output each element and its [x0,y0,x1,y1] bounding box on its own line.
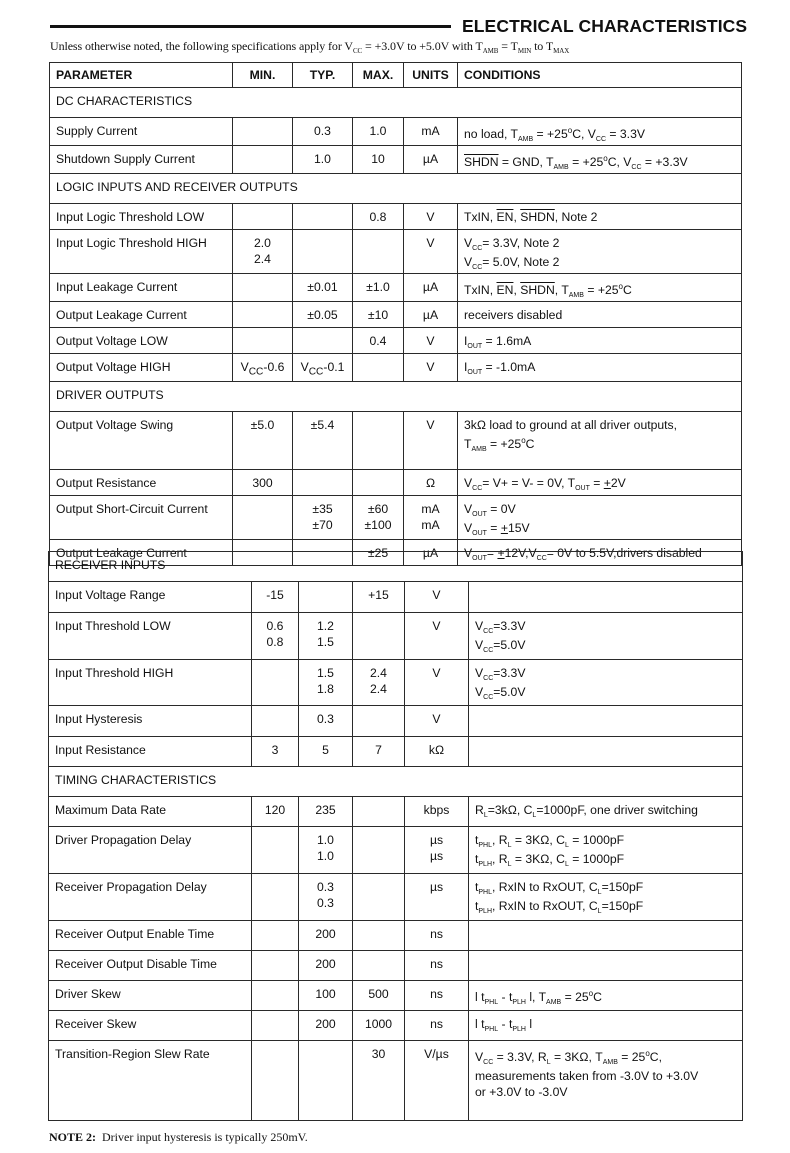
section-header-row [49,552,743,582]
max-value: 1.0 [353,118,404,146]
electrical-characteristics-table-top [49,62,742,566]
min-value [252,1011,299,1041]
parameter-name: Input Logic Threshold HIGH [50,230,233,274]
section-header-row [50,174,742,204]
typ-value: 0.3 [299,706,353,737]
max-value: ±25 [353,539,404,565]
units-value: V/µs [405,1041,469,1121]
typ-value [299,582,353,613]
units-value: Ω [404,469,458,495]
min-value [233,204,293,230]
column-header-max: MAX. [353,63,404,88]
typ-value: 200 [299,951,353,981]
conditions-value: $V_{CC}= V+ = V- = 0V$, $T_{OUT} = +2V$ [458,469,742,495]
parameter-name: Input Hysteresis [49,706,252,737]
conditions-value [469,951,743,981]
table-row [50,411,742,469]
conditions-value [469,582,743,613]
min-value [252,1041,299,1121]
table-row [49,951,743,981]
conditions-value: $V_{OUT}= +12V,V_{CC}= 0V$ to 5.5V,drivers disabled [458,539,742,565]
units-value: µs µs [405,827,469,874]
table-row [49,1041,743,1121]
min-value [233,146,293,174]
parameter-name: Supply Current [50,118,233,146]
parameter-name: Input Voltage Range [49,582,252,613]
units-value: µs [405,874,469,921]
max-value [353,874,405,921]
units-value: µA [404,539,458,565]
footnote-text: Driver input hysteresis is typically 250mV. [96,1130,308,1144]
typ-value [293,328,353,354]
table-body-top [50,88,742,566]
parameter-name: Output Leakage Current [50,539,233,565]
units-value: ns [405,921,469,951]
conditions-value: receivers disabled [458,302,742,328]
min-value [233,274,293,302]
min-value [233,328,293,354]
conditions-value: $t_{PHL}$, $R_L = 3K\Omega$, $C_L = 1000pF$ $t_{PLH}$, $R_L = 3K\Omega$, $C_L = 1000pF$ [469,827,743,874]
parameter-name: Output Voltage LOW [50,328,233,354]
parameter-name: Receiver Output Enable Time [49,921,252,951]
conditions-value: no load, $T_{AMB} = +25^oC$, $V_{CC} = 3.3V$ [458,118,742,146]
parameter-name: Input Logic Threshold LOW [50,204,233,230]
parameter-name: Input Leakage Current [50,274,233,302]
max-value: 30 [353,1041,405,1121]
table-row [50,204,742,230]
table-row [49,874,743,921]
conditions-value [469,737,743,767]
max-value [353,706,405,737]
parameter-name: Transition-Region Slew Rate [49,1041,252,1121]
min-value [252,921,299,951]
parameter-name: Input Threshold HIGH [49,660,252,706]
table-row [50,328,742,354]
units-value: µA [404,274,458,302]
typ-value: 0.3 0.3 [299,874,353,921]
min-value [252,981,299,1011]
units-value: µA [404,146,458,174]
parameter-name: Output Leakage Current [50,302,233,328]
max-value: ±60 ±100 [353,495,404,539]
column-header-typ: TYP. [293,63,353,88]
table-row [49,613,743,660]
max-value [353,354,404,381]
parameter-name: Output Resistance [50,469,233,495]
table-row [50,118,742,146]
parameter-name: Driver Skew [49,981,252,1011]
max-value: 0.8 [353,204,404,230]
typ-value: 1.0 1.0 [299,827,353,874]
table-row [50,495,742,539]
min-value: 0.6 0.8 [252,613,299,660]
max-value: ±1.0 [353,274,404,302]
max-value: 1000 [353,1011,405,1041]
min-value [252,874,299,921]
min-value: -15 [252,582,299,613]
table-row [49,737,743,767]
conditions-value: $I_{OUT} = 1.6mA$ [458,328,742,354]
conditions-value: TxIN, $\overline{EN}$, SHDN, Note 2 [458,204,742,230]
units-value: ns [405,1011,469,1041]
section-title: DRIVER OUTPUTS [50,381,742,411]
conditions-value: 3kΩ load to ground at all driver outputs, $T_{AMB} = +25^oC$ [458,411,742,469]
typ-value: 100 [299,981,353,1011]
typ-value: ±35 ±70 [293,495,353,539]
conditions-value: l $t_{PHL} - t_{PLH}$ l [469,1011,743,1041]
conditions-value [469,706,743,737]
units-value: V [405,582,469,613]
section-title: TIMING CHARACTERISTICS [49,767,743,797]
parameter-name: Input Threshold LOW [49,613,252,660]
max-value [353,613,405,660]
parameter-name: Shutdown Supply Current [50,146,233,174]
units-value: µA [404,302,458,328]
section-title: RECEIVER INPUTS [49,552,743,582]
conditions-value: $V_{CC}=3.3V$ $V_{CC}=5.0V$ [469,613,743,660]
min-value [252,951,299,981]
typ-value [293,204,353,230]
section-title: LOGIC INPUTS AND RECEIVER OUTPUTS [50,174,742,204]
min-value: 3 [252,737,299,767]
units-value: V [404,328,458,354]
typ-value: 200 [299,921,353,951]
column-header-units: UNITS [404,63,458,88]
units-value: mA mA [404,495,458,539]
typ-value: ±0.01 [293,274,353,302]
footnote [49,1130,308,1145]
min-value [252,706,299,737]
min-value: $V_{CC}-0.6$ [233,354,293,381]
units-value: kbps [405,797,469,827]
conditions-value: $V_{OUT} = 0V$ $V_{OUT} = +15V$ [458,495,742,539]
min-value [233,118,293,146]
typ-value: 0.3 [293,118,353,146]
table-row [49,706,743,737]
min-value [233,495,293,539]
min-value: 300 [233,469,293,495]
typ-value: $V_{CC}-0.1$ [293,354,353,381]
typ-value [293,469,353,495]
heading-rule [50,25,451,28]
typ-value [299,1041,353,1121]
section-header-row [50,381,742,411]
parameter-name: Receiver Propagation Delay [49,874,252,921]
typ-value: 200 [299,1011,353,1041]
min-value: ±5.0 [233,411,293,469]
conditions-value: $V_{CC} = 3.3V$, $R_L = 3K\Omega$, $T_{AMB} = 25^oC$, measurements taken from -3.0V to +3.0V or +3.0V to -3.0V [469,1041,743,1121]
conditions-value: SHDN = GND, $T_{AMB} = +25^oC$, $V_{CC} = +3.3V$ [458,146,742,174]
units-value: V [405,613,469,660]
min-value: 120 [252,797,299,827]
max-value: 7 [353,737,405,767]
parameter-name: Output Voltage Swing [50,411,233,469]
section-header-row [50,88,742,118]
max-value [353,469,404,495]
max-value [353,797,405,827]
typ-value [293,230,353,274]
column-header-conditions: CONDITIONS [458,63,742,88]
max-value [353,921,405,951]
max-value: 0.4 [353,328,404,354]
typ-value: 235 [299,797,353,827]
typ-value: 1.0 [293,146,353,174]
units-value: V [404,204,458,230]
max-value [353,827,405,874]
table-row [49,921,743,951]
footnote-label: NOTE 2: [49,1130,97,1144]
max-value: 2.4 2.4 [353,660,405,706]
table-row [49,660,743,706]
units-value: kΩ [405,737,469,767]
table-row [50,469,742,495]
section-title: DC CHARACTERISTICS [50,88,742,118]
max-value: +15 [353,582,405,613]
units-value: V [404,230,458,274]
column-header-parameter: PARAMETER [50,63,233,88]
parameter-name: Driver Propagation Delay [49,827,252,874]
table-row [49,1011,743,1041]
parameter-name: Output Voltage HIGH [50,354,233,381]
conditions-value: l $t_{PHL} - t_{PLH}$ l, $T_{AMB} = 25^oC$ [469,981,743,1011]
min-value [252,827,299,874]
table-row [50,274,742,302]
conditions-value: TxIN, $\overline{EN}$, SHDN, $T_{AMB} = +25^oC$ [458,274,742,302]
units-value: V [405,660,469,706]
conditions-value: $V_{CC}= 3.3V$, Note 2 $V_{CC}= 5.0V$, Note 2 [458,230,742,274]
typ-value: ±5.4 [293,411,353,469]
units-value: mA [404,118,458,146]
max-value: 500 [353,981,405,1011]
table-row [49,981,743,1011]
units-value: V [404,411,458,469]
table-row [50,146,742,174]
table-row [49,797,743,827]
parameter-name: Input Resistance [49,737,252,767]
units-value: V [405,706,469,737]
min-value: 2.0 2.4 [233,230,293,274]
table-row [50,302,742,328]
parameter-name: Receiver Skew [49,1011,252,1041]
typ-value: 1.2 1.5 [299,613,353,660]
max-value: ±10 [353,302,404,328]
table-row [50,354,742,381]
min-value [233,302,293,328]
typ-value: 1.5 1.8 [299,660,353,706]
spec-conditions-intro: Unless otherwise noted, the following specifications apply for $V_{CC} = +3.0V$ to +5.0V with $T_{AMB} = T_{MIN}$ to $T_{MAX}$ [50,39,570,55]
parameter-name: Receiver Output Disable Time [49,951,252,981]
electrical-characteristics-table-bottom [48,551,743,1121]
table-row [49,582,743,613]
conditions-value: $t_{PHL}$, RxIN to RxOUT, $C_L=150pF$ $t_{PLH}$, RxIN to RxOUT, $C_L=150pF$ [469,874,743,921]
units-value: ns [405,951,469,981]
conditions-value: $V_{CC}=3.3V$ $V_{CC}=5.0V$ [469,660,743,706]
min-value [252,660,299,706]
typ-value: 5 [299,737,353,767]
conditions-value: $I_{OUT} = -1.0mA$ [458,354,742,381]
table-row [49,827,743,874]
typ-value: ±0.05 [293,302,353,328]
parameter-name: Output Short-Circuit Current [50,495,233,539]
table-body-bottom [49,552,743,1121]
column-header-min: MIN. [233,63,293,88]
max-value [353,951,405,981]
max-value: 10 [353,146,404,174]
table-row [50,230,742,274]
conditions-value: $R_L=3k\Omega$, $C_L=1000pF$, one driver switching [469,797,743,827]
units-value: ns [405,981,469,1011]
table-header-row [50,63,742,88]
parameter-name: Maximum Data Rate [49,797,252,827]
page-title: ELECTRICAL CHARACTERISTICS [462,16,748,36]
max-value [353,411,404,469]
conditions-value [469,921,743,951]
units-value: V [404,354,458,381]
section-header-row [49,767,743,797]
max-value [353,230,404,274]
